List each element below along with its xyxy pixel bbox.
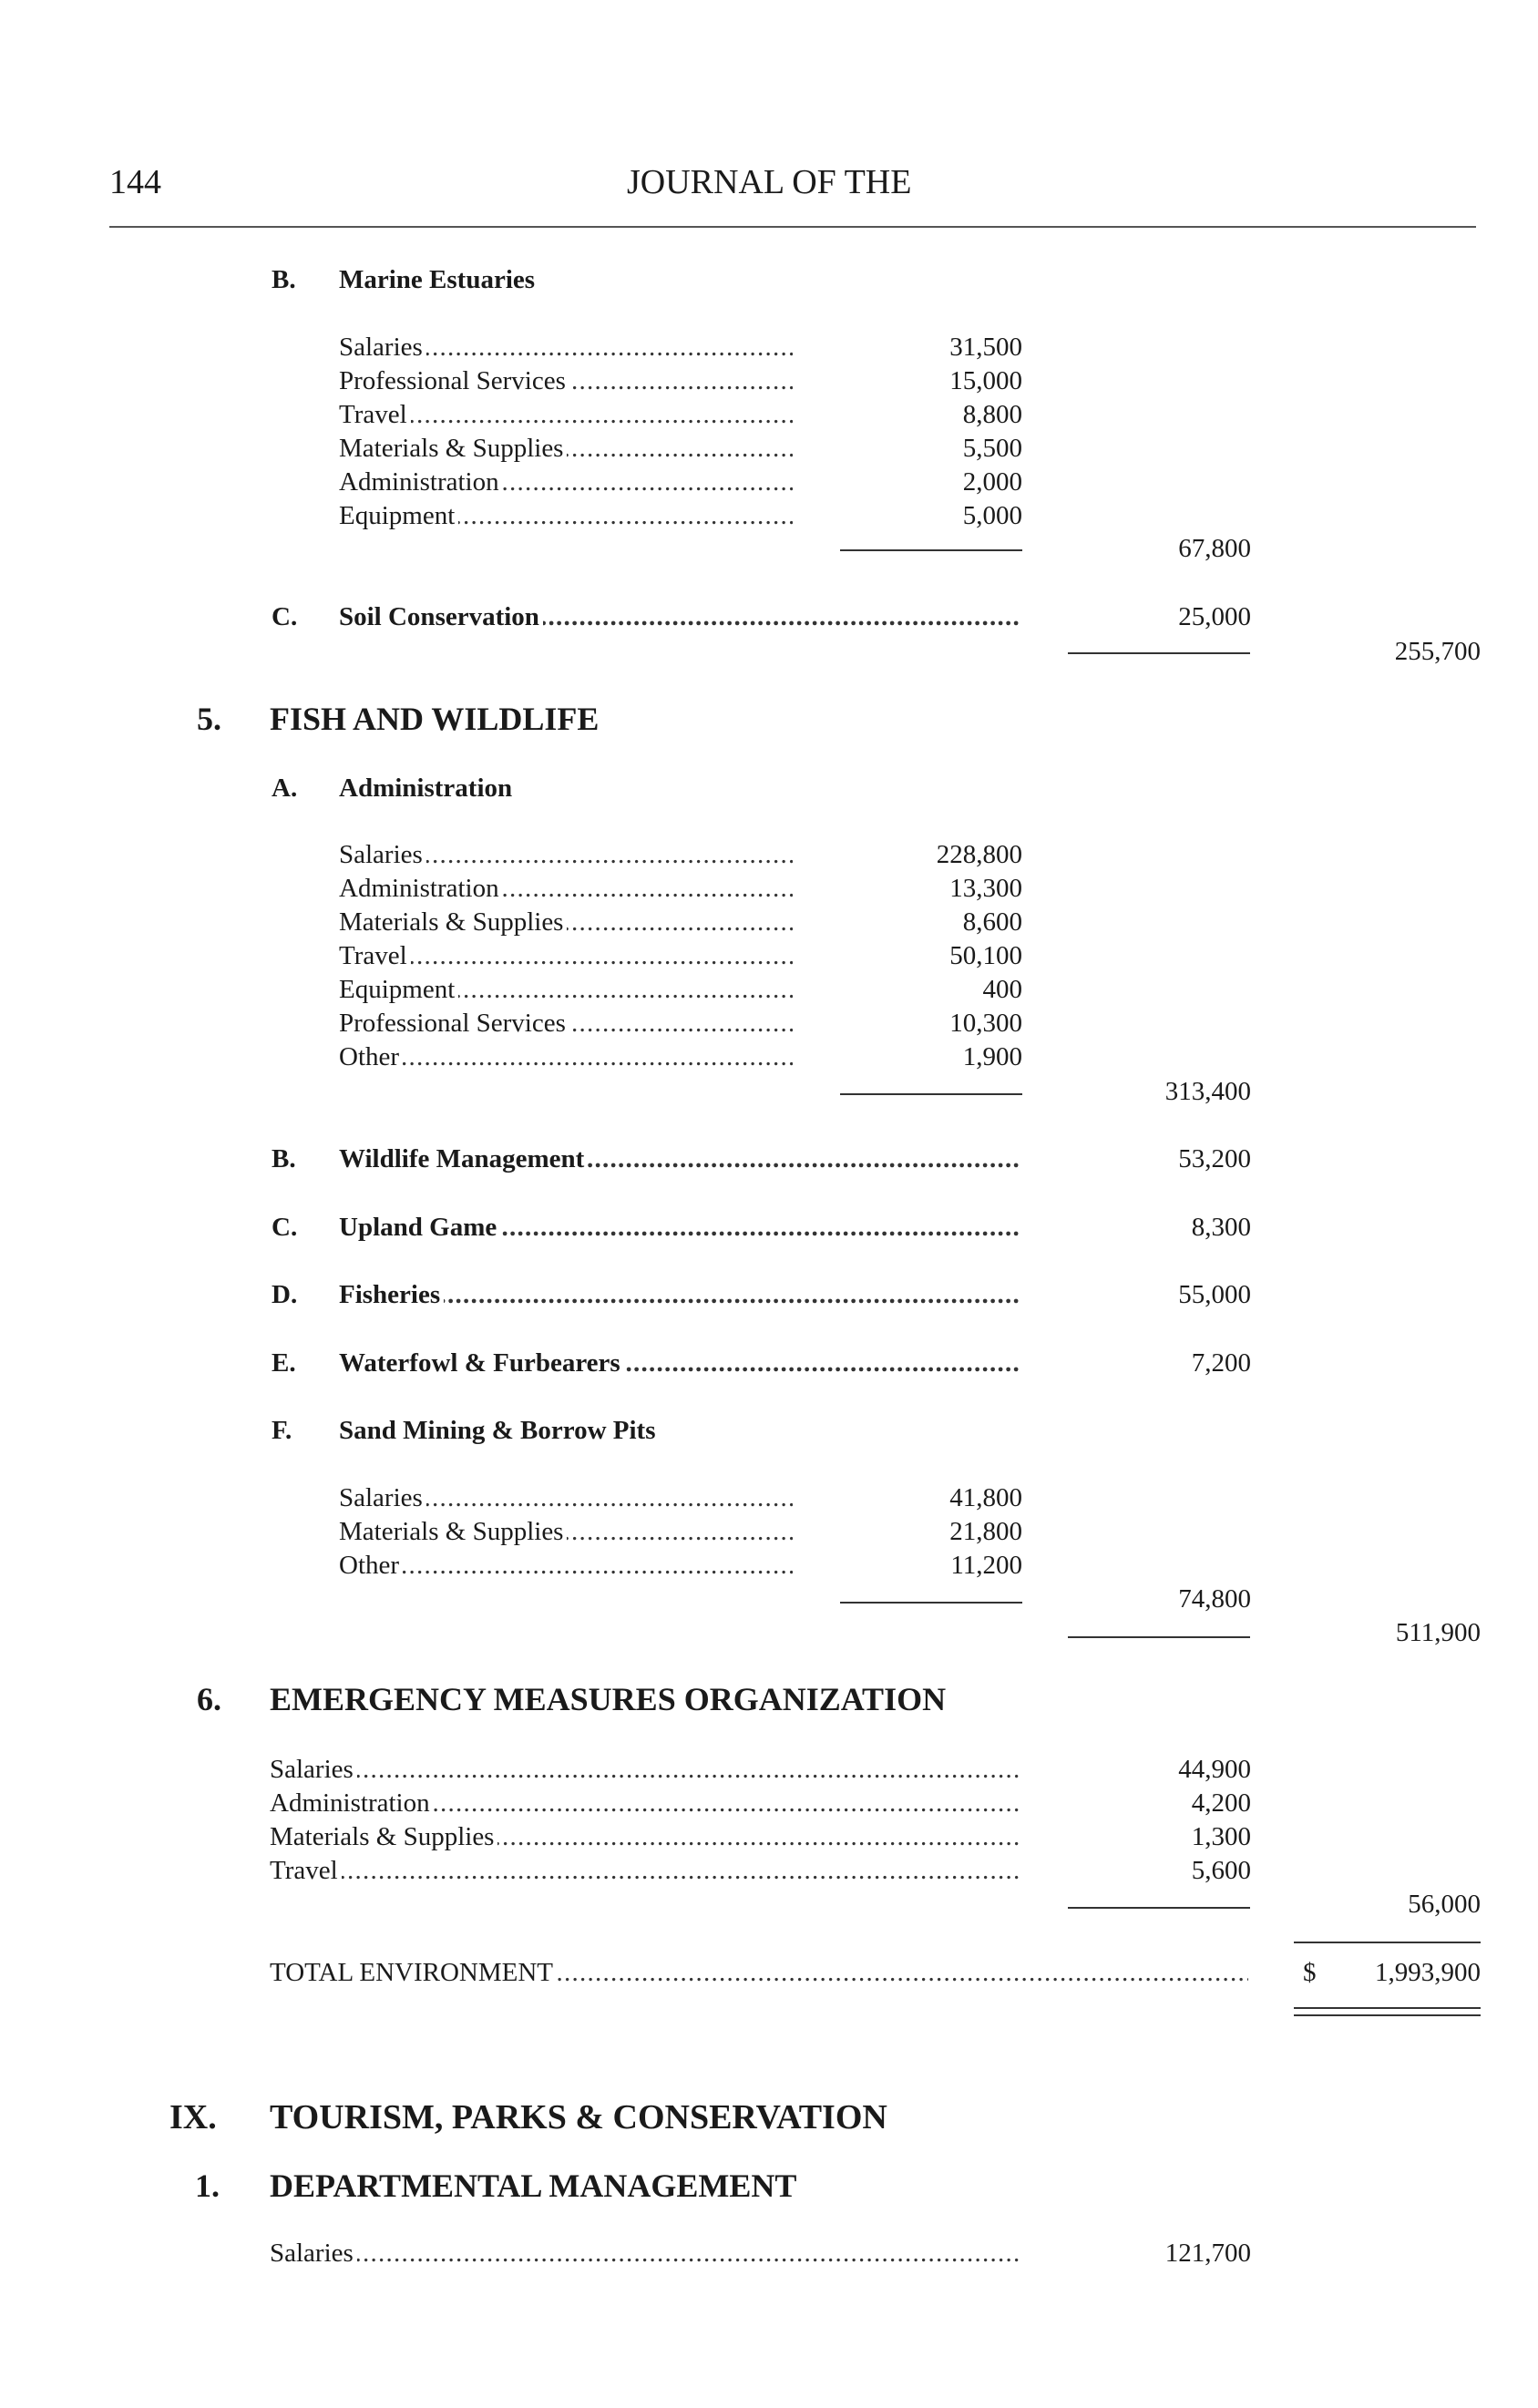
dept-number: 1. <box>195 2167 220 2204</box>
sand-title: Sand Mining & Borrow Pits <box>339 1416 656 1445</box>
fish-admin-value-other: 1,900 <box>962 1042 1022 1071</box>
total-double-rule-2 <box>1294 2014 1481 2016</box>
marine-title: Marine Estuaries <box>339 265 536 294</box>
waterfowl-letter: E. <box>272 1348 296 1378</box>
page-number: 144 <box>109 163 161 201</box>
fish-admin-item-administration: Administration . . . <box>339 873 793 904</box>
sand-subtotal-rule <box>840 1602 1022 1604</box>
marine-item-professional: Professional Services . . . <box>339 365 793 396</box>
sand-value-other: 11,200 <box>950 1551 1022 1580</box>
fish-admin-value-equipment: 400 <box>982 975 1022 1004</box>
fish-admin-value-administration: 13,300 <box>949 874 1022 903</box>
soil-value: 25,000 <box>1178 602 1251 631</box>
sand-value-materials: 21,800 <box>949 1517 1022 1546</box>
fish-admin-subtotal-rule <box>840 1093 1022 1095</box>
marine-value-materials: 5,500 <box>962 434 1022 463</box>
emo-value-travel: 5,600 <box>1191 1856 1251 1885</box>
tourism-item-salaries: Salaries . . . <box>270 2238 1020 2269</box>
fish-number: 5. <box>197 701 221 737</box>
tourism-title: TOURISM, PARKS & CONSERVATION <box>270 2098 887 2136</box>
emo-value-salaries: 44,900 <box>1178 1755 1251 1784</box>
upland-value: 8,300 <box>1191 1213 1251 1242</box>
fish-admin-item-materials: Materials & Supplies . . . <box>339 907 793 938</box>
fish-title: FISH AND WILDLIFE <box>270 701 600 737</box>
fish-admin-item-travel: Travel . . . <box>339 940 793 971</box>
dept-title: DEPARTMENTAL MANAGEMENT <box>270 2167 797 2204</box>
total-environment-label: TOTAL ENVIRONMENT . . . <box>270 1957 1248 1988</box>
upland-letter: C. <box>272 1213 298 1242</box>
upland-title: Upland Game . . . <box>339 1212 1020 1243</box>
marine-subtotal: 67,800 <box>1178 534 1251 563</box>
total-double-rule-1 <box>1294 2007 1481 2009</box>
emo-value-materials: 1,300 <box>1191 1822 1251 1851</box>
total-environment-value: 1,993,900 <box>1375 1958 1481 1987</box>
marine-item-administration: Administration . . . <box>339 466 793 497</box>
section-4-total: 255,700 <box>1394 637 1481 666</box>
sand-value-salaries: 41,800 <box>949 1483 1022 1512</box>
fish-total-rule <box>1068 1636 1250 1638</box>
total-top-rule <box>1294 1942 1481 1943</box>
wildlife-value: 53,200 <box>1178 1144 1251 1173</box>
fish-admin-item-other: Other . . . <box>339 1041 793 1072</box>
section-5-total: 511,900 <box>1395 1618 1481 1647</box>
emo-item-materials: Materials & Supplies . . . <box>270 1821 1020 1852</box>
sand-letter: F. <box>272 1416 292 1445</box>
tourism-number: IX. <box>169 2098 217 2136</box>
fish-admin-item-equipment: Equipment . . . <box>339 974 793 1005</box>
emo-value-administration: 4,200 <box>1191 1788 1251 1818</box>
sand-subtotal: 74,800 <box>1178 1584 1251 1614</box>
fish-admin-value-salaries: 228,800 <box>936 840 1022 869</box>
marine-value-travel: 8,800 <box>962 400 1022 429</box>
waterfowl-value: 7,200 <box>1191 1348 1251 1378</box>
emo-item-travel: Travel . . . <box>270 1855 1020 1886</box>
marine-item-salaries: Salaries . . . <box>339 332 793 363</box>
fish-admin-subtotal: 313,400 <box>1164 1077 1251 1106</box>
emo-title: EMERGENCY MEASURES ORGANIZATION <box>270 1681 947 1717</box>
fish-admin-item-professional: Professional Services . . . <box>339 1008 793 1039</box>
marine-item-travel: Travel . . . <box>339 399 793 430</box>
marine-item-equipment: Equipment . . . <box>339 500 793 531</box>
section-6-total: 56,000 <box>1408 1890 1481 1919</box>
soil-title: Soil Conservation . . . <box>339 601 1020 632</box>
fish-admin-title: Administration <box>339 774 513 803</box>
marine-value-salaries: 31,500 <box>949 333 1022 362</box>
marine-value-equipment: 5,000 <box>962 501 1022 530</box>
total-currency: $ <box>1303 1958 1317 1987</box>
waterfowl-title: Waterfowl & Furbearers . . . <box>339 1347 1020 1378</box>
marine-letter: B. <box>272 265 296 294</box>
sand-item-salaries: Salaries . . . <box>339 1482 793 1513</box>
fish-admin-value-materials: 8,600 <box>962 907 1022 937</box>
sand-item-other: Other . . . <box>339 1550 793 1581</box>
fisheries-title: Fisheries . . . <box>339 1279 1020 1310</box>
marine-item-materials: Materials & Supplies . . . <box>339 433 793 464</box>
tourism-value-salaries: 121,700 <box>1164 2239 1251 2268</box>
emo-total-rule <box>1068 1907 1250 1909</box>
soil-total-rule <box>1068 652 1250 654</box>
wildlife-title: Wildlife Management . . . <box>339 1143 1020 1174</box>
marine-value-administration: 2,000 <box>962 467 1022 497</box>
sand-item-materials: Materials & Supplies . . . <box>339 1516 793 1547</box>
marine-value-professional: 15,000 <box>949 366 1022 395</box>
fish-admin-value-professional: 10,300 <box>949 1009 1022 1038</box>
emo-number: 6. <box>197 1681 221 1717</box>
wildlife-letter: B. <box>272 1144 296 1173</box>
running-title: JOURNAL OF THE <box>627 163 912 201</box>
header-rule <box>109 226 1476 228</box>
marine-subtotal-rule <box>840 549 1022 551</box>
soil-letter: C. <box>272 602 298 631</box>
fish-admin-item-salaries: Salaries . . . <box>339 839 793 870</box>
fish-admin-value-travel: 50,100 <box>949 941 1022 970</box>
fisheries-letter: D. <box>272 1280 298 1309</box>
fisheries-value: 55,000 <box>1178 1280 1251 1309</box>
fish-admin-letter: A. <box>272 774 298 803</box>
emo-item-salaries: Salaries . . . <box>270 1754 1020 1785</box>
emo-item-administration: Administration . . . <box>270 1788 1020 1819</box>
